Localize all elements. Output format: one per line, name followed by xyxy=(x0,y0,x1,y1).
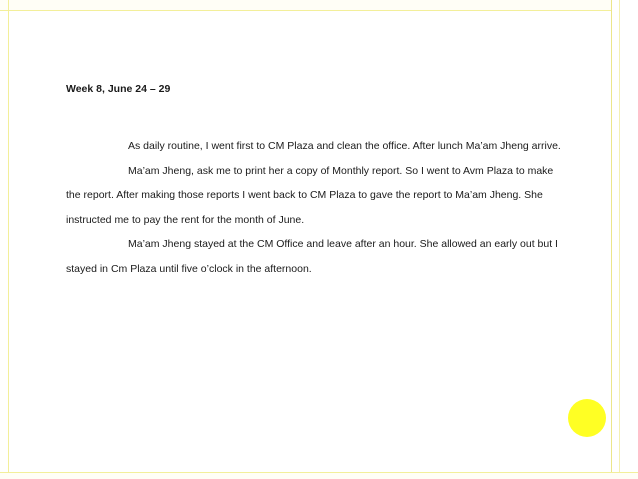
decorative-circle xyxy=(568,399,606,437)
paragraph-2: Ma’am Jheng, ask me to print her a copy of Monthly report. So I went to Avm Plaza to make the report. After making those reports I went back to CM Plaza to gave the report to Ma’am Jheng. She instructed me to pay the rent for the month of June. xyxy=(66,164,554,226)
frame-top-border xyxy=(0,0,638,11)
document-body xyxy=(66,82,566,281)
frame-bottom-border xyxy=(0,472,638,479)
frame-right-inner-line xyxy=(619,0,620,479)
week-heading: Week 8, June 24 – 29 xyxy=(66,83,171,95)
paragraph-3: Ma’am Jheng stayed at the CM Office and leave after an hour. She allowed an early out but I stayed in Cm Plaza until five o’clock in the afternoon. xyxy=(66,238,558,275)
paragraph-1: As daily routine, I went first to CM Plaza and clean the office. After lunch Ma’am Jheng arrive. xyxy=(128,140,561,152)
frame-right-border xyxy=(611,0,638,479)
frame-left-border xyxy=(0,0,9,479)
